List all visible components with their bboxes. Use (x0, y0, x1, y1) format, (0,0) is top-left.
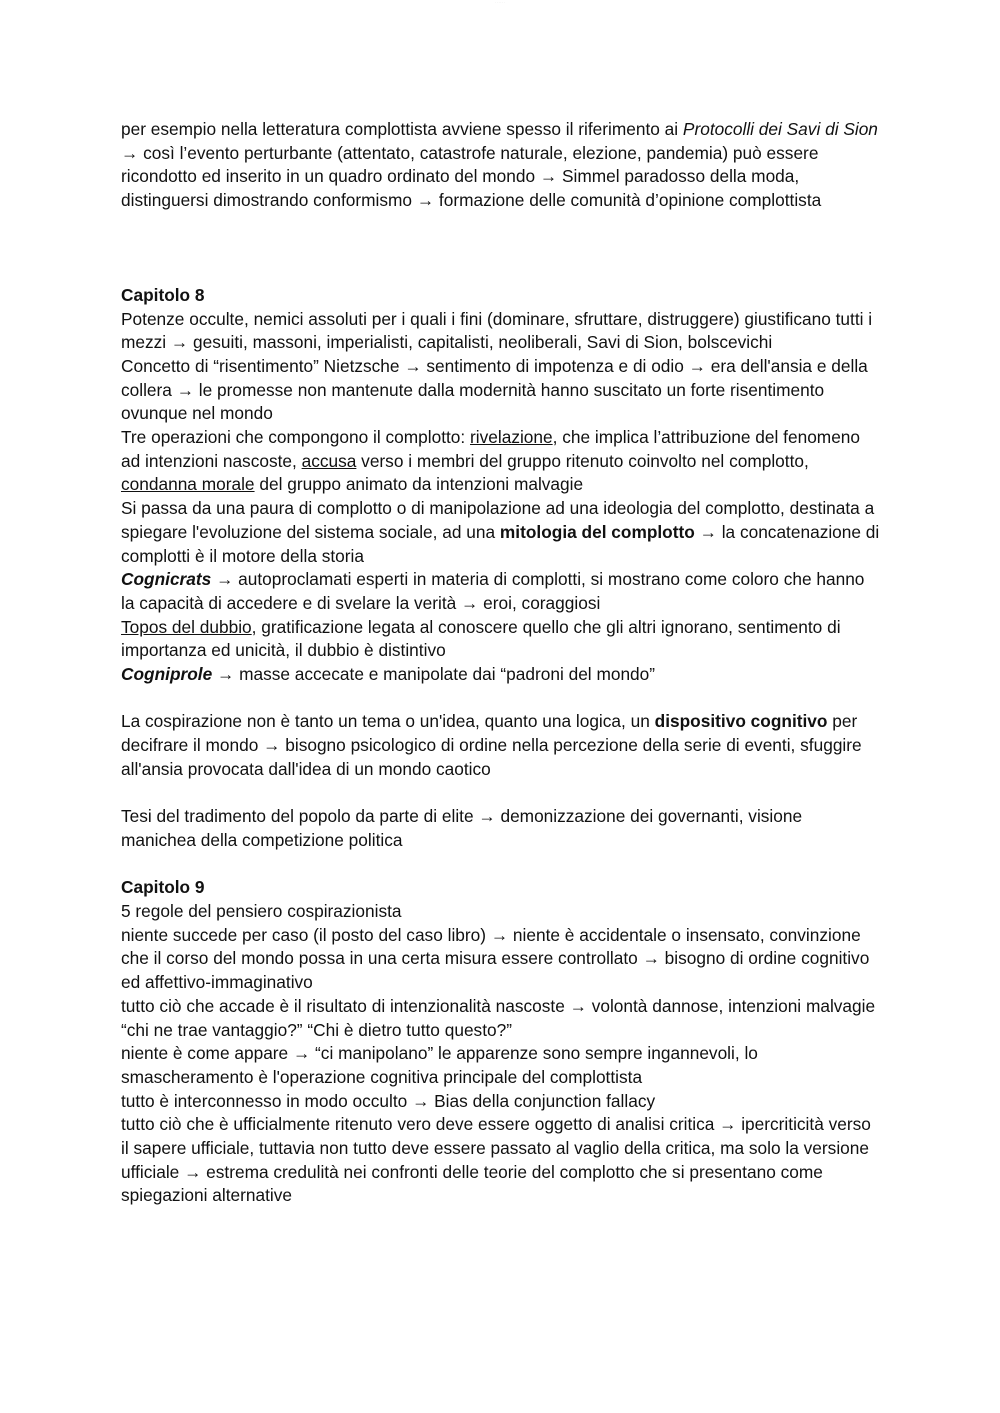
section-spacer (121, 213, 881, 284)
bold-term-dispositivo: dispositivo cognitivo (654, 711, 828, 732)
intro-paragraph (121, 118, 881, 213)
ch9-rule-1: niente succede per caso (il posto del caso libro) → niente è accidentale o insensato, convinzione che il corso del mondo possa in una certa misura essere controllato → bisogno di ordine cognitivo ed affettivo-immaginativo (121, 924, 870, 993)
bold-italic-term-cogniprole: Cogniprole (121, 664, 213, 685)
bold-term-mitologia: mitologia del complotto (499, 521, 695, 542)
ch8-p3-text: verso i membri del gruppo ritenuto coinvolto nel complotto, (356, 450, 809, 471)
ch8-p4-text: Si passa da una paura di complotto o di manipolazione ad una ideologia del complotto, destinata a spiegare l'evoluzione del sistema sociale, ad una (121, 498, 875, 542)
ch8-p3-text: , che implica l’attribuzione del fenomeno ad intenzioni nascoste, (121, 427, 861, 471)
underlined-term-rivelazione: rivelazione (470, 427, 553, 448)
ch8-p3-text: Tre operazioni che compongono il complotto: (121, 427, 471, 448)
ch8-p8-text: La cospirazione non è tanto un tema o un'idea, quanto una logica, un (121, 711, 655, 732)
paragraph-spacer (121, 687, 881, 711)
ch8-p7-text: → masse accecate e manipolate dai “padroni del mondo” (212, 664, 656, 685)
ch8-paragraph-5 (121, 568, 881, 615)
ch9-rule-4: tutto è interconnesso in modo occulto → Bias della conjunction fallacy (121, 1090, 656, 1111)
ch9-paragraph-1: 5 regole del pensiero cospirazionista (121, 901, 402, 922)
ch8-p3-text: del gruppo animato da intenzioni malvagie (254, 474, 584, 495)
ch9-rule-3: niente è come appare → “ci manipolano” le apparenze sono sempre ingannevoli, lo smascheramento è l'operazione cognitiva principale del complottista (121, 1043, 758, 1087)
ch8-p5-text: → autoproclamati esperti in materia di complotti, si mostrano come coloro che hanno la capacità di accedere e di svelare la verità → eroi, coraggiosi (121, 569, 865, 613)
ch8-paragraph-3 (121, 426, 881, 497)
intro-text: per esempio nella letteratura complottista avviene spesso il riferimento ai (121, 119, 683, 139)
section-spacer (121, 853, 881, 877)
ch9-rule-5: tutto ciò che è ufficialmente ritenuto vero deve essere oggetto di analisi critica → ipercriticità verso il sapere ufficiale, tuttavia non tutto deve essere passato al vaglio della critica, ma solo la versione ufficiale → estrema credulità nei confronti delle teorie del complotto che si presentano come spiegazioni alternative (121, 1114, 871, 1206)
ch8-paragraph-6 (121, 616, 881, 663)
chapter-9-heading: Capitolo 9 (121, 877, 205, 898)
ch8-paragraph-2: Concetto di “risentimento” Nietzsche → sentimento di impotenza e di odio → era dell'ansia e della collera → le promesse non mantenute dalla modernità hanno suscitato un forte risentimento ovunque nel mondo (121, 355, 868, 424)
ch8-paragraph-8 (121, 710, 881, 781)
chapter-8-heading: Capitolo 8 (121, 284, 205, 305)
ch8-paragraph-4 (121, 497, 881, 568)
underlined-term-accusa: accusa (301, 450, 357, 471)
underlined-term-topos: Topos del dubbio (121, 616, 252, 637)
ch9-rule-2: tutto ciò che accade è il risultato di intenzionalità nascoste → volontà dannose, intenzioni malvagie “chi ne trae vantaggio?” “Chi è dietro tutto questo?” (121, 995, 876, 1040)
underlined-term-condanna-morale: condanna morale (121, 474, 255, 495)
ch8-paragraph-1: Potenze occulte, nemici assoluti per i quali i fini (dominare, sfruttare, distruggere) giustificano tutti i mezzi → gesuiti, massoni, imperialisti, capitalisti, neoliberali, Savi di Sion, bolscevichi (121, 308, 873, 353)
ch8-p4-text: → la concatenazione di complotti è il motore della storia (121, 521, 880, 566)
ch8-paragraph-7 (121, 663, 881, 687)
document-body (121, 118, 881, 1208)
intro-text-continued: → così l’evento perturbante (attentato, catastrofe naturale, elezione, pandemia) può essere ricondotto ed inserito in un quadro ordinato del mondo → Simmel paradosso della moda, distinguersi dimostrando conformismo → formazione delle comunità d’opinione complottista (121, 142, 822, 211)
ch8-p6-text: , gratificazione legata al conoscere quello che gli altri ignorano, sentimento di importanza ed unicità, il dubbio è distintivo (121, 616, 841, 661)
header-watermark: · · · · · · (494, 0, 506, 4)
paragraph-spacer (121, 782, 881, 806)
ch8-paragraph-9: Tesi del tradimento del popolo da parte di elite → demonizzazione dei governanti, visione manichea della competizione politica (121, 806, 803, 850)
ch8-p8-text: per decifrare il mondo → bisogno psicologico di ordine nella percezione della serie di eventi, sfuggire all'ansia provocata dall'idea di un mondo caotico (121, 711, 862, 779)
intro-italic-title: Protocolli dei Savi di Sion (682, 119, 878, 139)
bold-italic-term-cognicrats: Cognicrats (121, 569, 212, 590)
